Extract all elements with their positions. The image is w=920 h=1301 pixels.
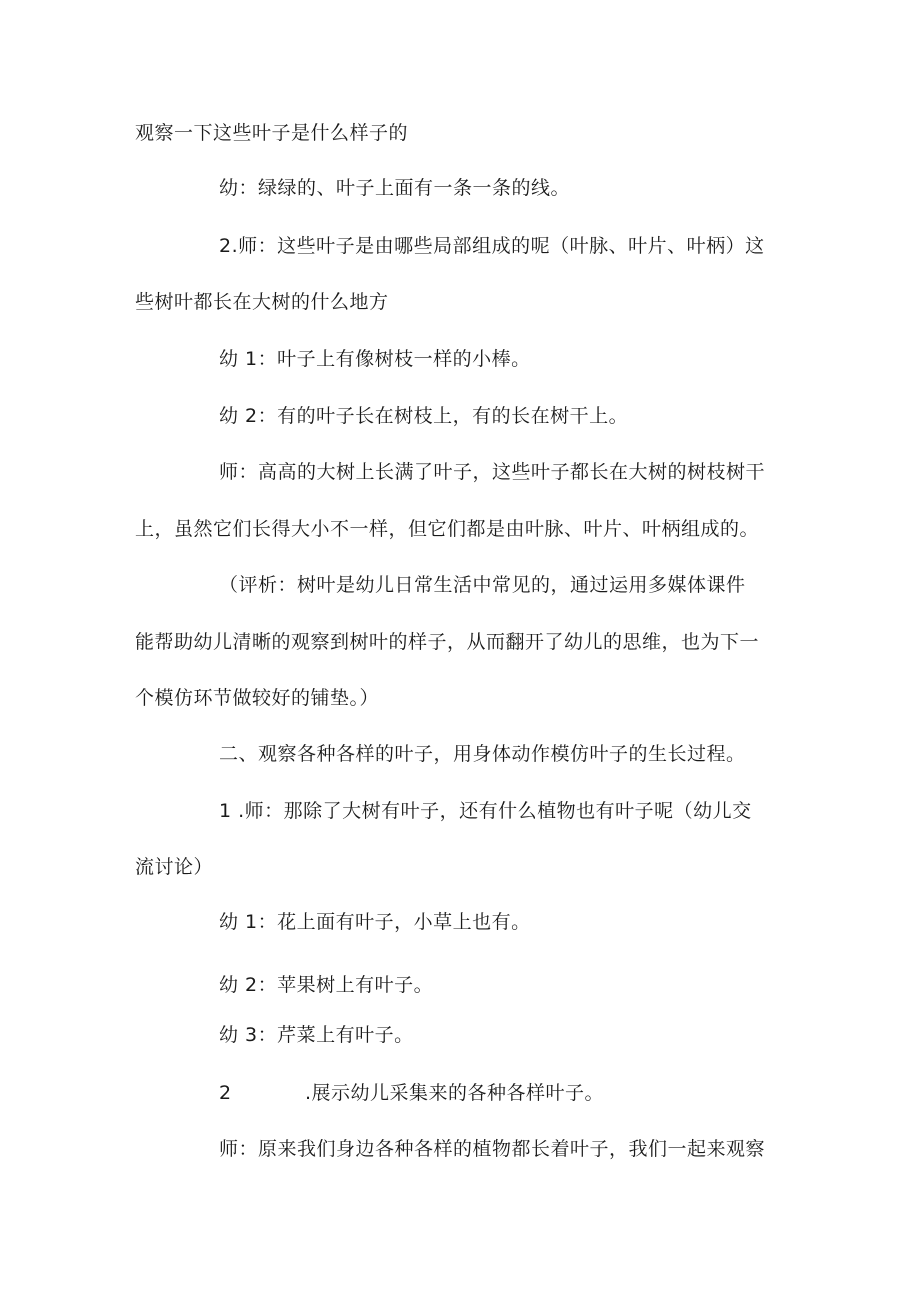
paragraph-line: 幼 1：花上面有叶子，小草上也有。 [219,911,531,933]
paragraph-line: 能帮助幼儿清晰的观察到树叶的样子，从而翻开了幼儿的思维，也为下一 [135,631,760,653]
paragraph-line: 观察一下这些叶子是什么样子的 [135,122,409,144]
paragraph-line: 上，虽然它们长得大小不一样，但它们都是由叶脉、叶片、叶柄组成的。 [135,518,760,540]
list-item-number: 2 [219,1082,232,1104]
paragraph-line: 幼：绿绿的、叶子上面有一条一条的线。 [219,177,571,199]
section-heading: 二、观察各种各样的叶子，用身体动作模仿叶子的生长过程。 [219,743,746,765]
paragraph-line: 幼 2：有的叶子长在树枝上，有的长在树干上。 [219,405,629,427]
paragraph-line: 师：高高的大树上长满了叶子，这些叶子都长在大树的树枝树干 [219,461,766,483]
paragraph-line: 师：原来我们身边各种各样的植物都长着叶子，我们一起来观察 [219,1138,766,1160]
paragraph-line: 些树叶都长在大树的什么地方 [135,291,389,313]
paragraph-line: （评析：树叶是幼儿日常生活中常见的，通过运用多媒体课件 [219,574,746,596]
paragraph-line: 1 .师：那除了大树有叶子，还有什么植物也有叶子呢（幼儿交 [219,800,752,822]
paragraph-line: 幼 2：苹果树上有叶子。 [219,974,434,996]
list-item-text: .展示幼儿采集来的各种各样叶子。 [305,1082,605,1104]
list-item [219,1081,604,1105]
paragraph-line: 幼 3：芹菜上有叶子。 [219,1024,414,1046]
paragraph-line: 个模仿环节做较好的铺垫。） [135,687,380,709]
paragraph-line: 流讨论） [135,856,214,878]
paragraph-line: 2.师：这些叶子是由哪些局部组成的呢（叶脉、叶片、叶柄）这 [219,235,765,257]
paragraph-line: 幼 1：叶子上有像树枝一样的小棒。 [219,348,531,370]
